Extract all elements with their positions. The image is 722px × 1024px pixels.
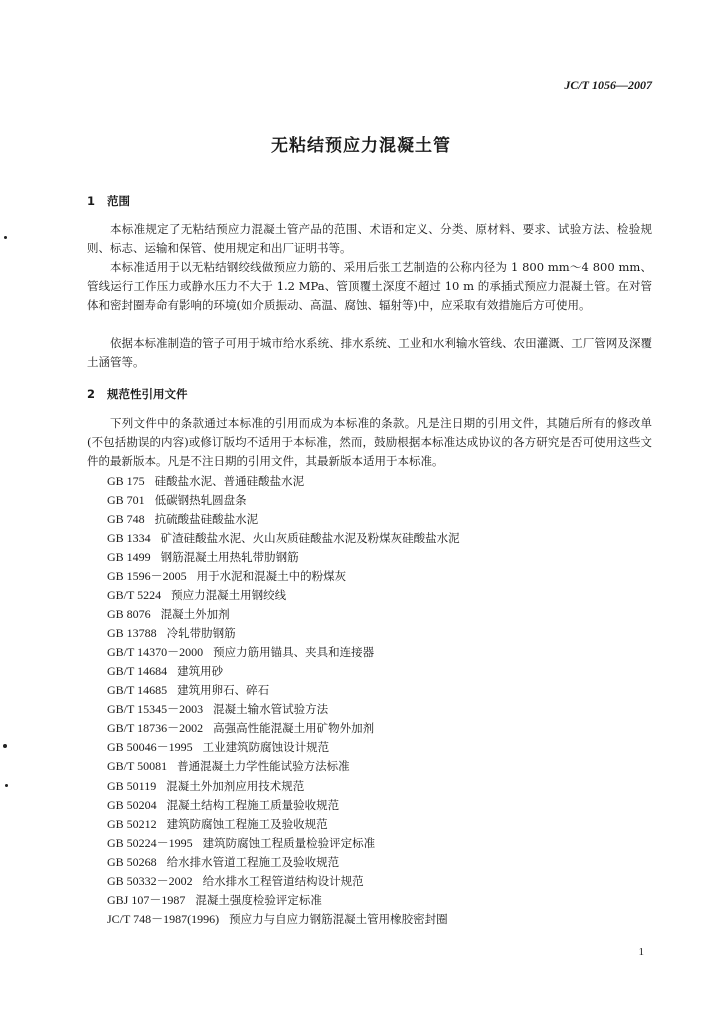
reference-code: GB/T 18736－2002 bbox=[107, 721, 204, 736]
reference-item bbox=[107, 738, 460, 757]
reference-item bbox=[107, 796, 460, 815]
section-number: 2 bbox=[87, 387, 96, 401]
reference-item bbox=[107, 872, 460, 891]
reference-title: 钢筋混凝土用热轧带肋钢筋 bbox=[160, 550, 299, 565]
reference-code: GB 1499 bbox=[107, 550, 151, 565]
document-title: 无粘结预应力混凝土管 bbox=[271, 136, 451, 156]
reference-item bbox=[107, 681, 460, 700]
reference-code: GB/T 14685 bbox=[107, 683, 168, 698]
reference-title: 混凝土强度检验评定标准 bbox=[195, 892, 322, 907]
reference-code: GB 50119 bbox=[107, 778, 157, 793]
reference-item bbox=[107, 757, 460, 776]
reference-title: 预应力混凝土用钢绞线 bbox=[171, 588, 287, 603]
reference-item bbox=[107, 491, 460, 510]
reference-code: GB 50268 bbox=[107, 854, 157, 869]
reference-list bbox=[107, 472, 460, 929]
reference-title: 混凝土外加剂 bbox=[160, 607, 230, 622]
scan-speck bbox=[4, 236, 7, 239]
reference-code: GB 175 bbox=[107, 474, 145, 488]
reference-title: 矿渣硅酸盐水泥、火山灰质硅酸盐水泥及粉煤灰硅酸盐水泥 bbox=[160, 531, 460, 546]
reference-item bbox=[107, 472, 460, 491]
reference-code: GB/T 15345－2003 bbox=[107, 702, 204, 717]
reference-title: 用于水泥和混凝土中的粉煤灰 bbox=[196, 569, 347, 584]
reference-title: 普通混凝土力学性能试验方法标准 bbox=[177, 759, 350, 774]
paragraph: 本标准规定了无粘结预应力混凝土管产品的范围、术语和定义、分类、原材料、要求、试验方法、检验规则、标志、运输和保管、使用规定和出厂证明书等。 bbox=[87, 222, 652, 255]
reference-item bbox=[107, 605, 460, 624]
reference-item bbox=[107, 643, 460, 662]
reference-item bbox=[107, 548, 460, 567]
section-heading-normative-references bbox=[87, 386, 188, 402]
standard-code: JC/T 1056—2007 bbox=[564, 78, 652, 92]
reference-code: GB 748 bbox=[107, 512, 145, 527]
reference-title: 硅酸盐水泥、普通硅酸盐水泥 bbox=[154, 474, 305, 488]
reference-code: GB 8076 bbox=[107, 607, 151, 622]
reference-code: GB/T 50081 bbox=[107, 759, 168, 774]
scan-speck bbox=[3, 744, 7, 748]
reference-item bbox=[107, 777, 460, 796]
reference-item bbox=[107, 853, 460, 872]
paragraph: 下列文件中的条款通过本标准的引用而成为本标准的条款。凡是注日期的引用文件，其随后所有的修改单(不包括勘误的内容)或修订版均不适用于本标准，然而，鼓励根据本标准达成协议的各方研究是否可使用这些文件的最新版本。凡是不注日期的引用文件，其最新版本适用于本标准。 bbox=[87, 416, 652, 468]
reference-item bbox=[107, 891, 460, 910]
reference-code: GB 50224－1995 bbox=[107, 835, 193, 850]
reference-title: 混凝土结构工程施工质量验收规范 bbox=[166, 797, 340, 812]
reference-item bbox=[107, 815, 460, 834]
reference-code: GB 50212 bbox=[107, 816, 157, 831]
reference-title: 建筑防腐蚀工程施工及验收规范 bbox=[166, 816, 328, 831]
reference-code: GB 50332－2002 bbox=[107, 873, 193, 888]
reference-title: 给水排水管道工程施工及验收规范 bbox=[166, 854, 340, 869]
reference-title: 给水排水工程管道结构设计规范 bbox=[202, 873, 364, 888]
reference-item bbox=[107, 834, 460, 853]
reference-code: GB 50204 bbox=[107, 797, 157, 812]
reference-title: 高强高性能混凝土用矿物外加剂 bbox=[213, 721, 375, 736]
reference-title: 预应力筋用锚具、夹具和连接器 bbox=[213, 645, 375, 660]
reference-code: GB 13788 bbox=[107, 626, 157, 641]
reference-title: 建筑用砂 bbox=[177, 664, 224, 679]
reference-title: 抗硫酸盐硅酸盐水泥 bbox=[154, 512, 259, 527]
reference-item bbox=[107, 624, 460, 643]
reference-code: GB/T 14684 bbox=[107, 664, 168, 679]
scan-speck bbox=[5, 784, 8, 787]
reference-title: 低碳钢热轧圆盘条 bbox=[154, 493, 247, 508]
section-heading-scope bbox=[87, 193, 130, 209]
reference-code: GB 1334 bbox=[107, 531, 151, 546]
reference-code: GB 701 bbox=[107, 493, 145, 508]
reference-code: GB 50046－1995 bbox=[107, 740, 193, 755]
reference-item bbox=[107, 529, 460, 548]
reference-code: GB/T 14370－2000 bbox=[107, 645, 204, 660]
reference-title: 建筑防腐蚀工程质量检验评定标准 bbox=[202, 835, 376, 850]
page-number: 1 bbox=[638, 946, 644, 958]
paragraph: 本标准适用于以无粘结钢绞线做预应力筋的、采用后张工艺制造的公称内径为 1 800 mm～4 800 mm、管线运行工作压力或静水压力不大于 1.2 MPa、管顶覆土深度不超过 10 m 的承插式预应力混凝土管。在对管体和密封圈寿命有影响的环境(如介质振动、高温、腐蚀、辐射等)中，应采取有效措施后方可使用。 bbox=[87, 260, 652, 312]
reference-code: GBJ 107－1987 bbox=[107, 892, 186, 907]
section-title: 规范性引用文件 bbox=[107, 387, 188, 401]
reference-title: 工业建筑防腐蚀设计规范 bbox=[202, 740, 330, 755]
reference-item bbox=[107, 662, 460, 681]
reference-code: JC/T 748－1987(1996) bbox=[107, 911, 220, 926]
reference-item bbox=[107, 910, 460, 929]
reference-title: 混凝土输水管试验方法 bbox=[213, 702, 329, 717]
reference-title: 冷轧带肋钢筋 bbox=[166, 626, 236, 641]
reference-title: 混凝土外加剂应用技术规范 bbox=[166, 778, 305, 793]
reference-item bbox=[107, 510, 460, 529]
reference-title: 建筑用卵石、碎石 bbox=[177, 683, 270, 698]
reference-code: GB/T 5224 bbox=[107, 588, 162, 603]
paragraph: 依据本标准制造的管子可用于城市给水系统、排水系统、工业和水利输水管线、农田灌溉、工厂管网及深覆土涵管等。 bbox=[87, 336, 652, 369]
section-number: 1 bbox=[87, 194, 96, 208]
reference-title: 预应力与自应力钢筋混凝土管用橡胶密封圈 bbox=[229, 911, 448, 926]
section-title: 范围 bbox=[107, 194, 130, 208]
reference-item bbox=[107, 700, 460, 719]
reference-item bbox=[107, 719, 460, 738]
reference-item bbox=[107, 567, 460, 586]
reference-code: GB 1596－2005 bbox=[107, 569, 187, 584]
reference-item bbox=[107, 586, 460, 605]
